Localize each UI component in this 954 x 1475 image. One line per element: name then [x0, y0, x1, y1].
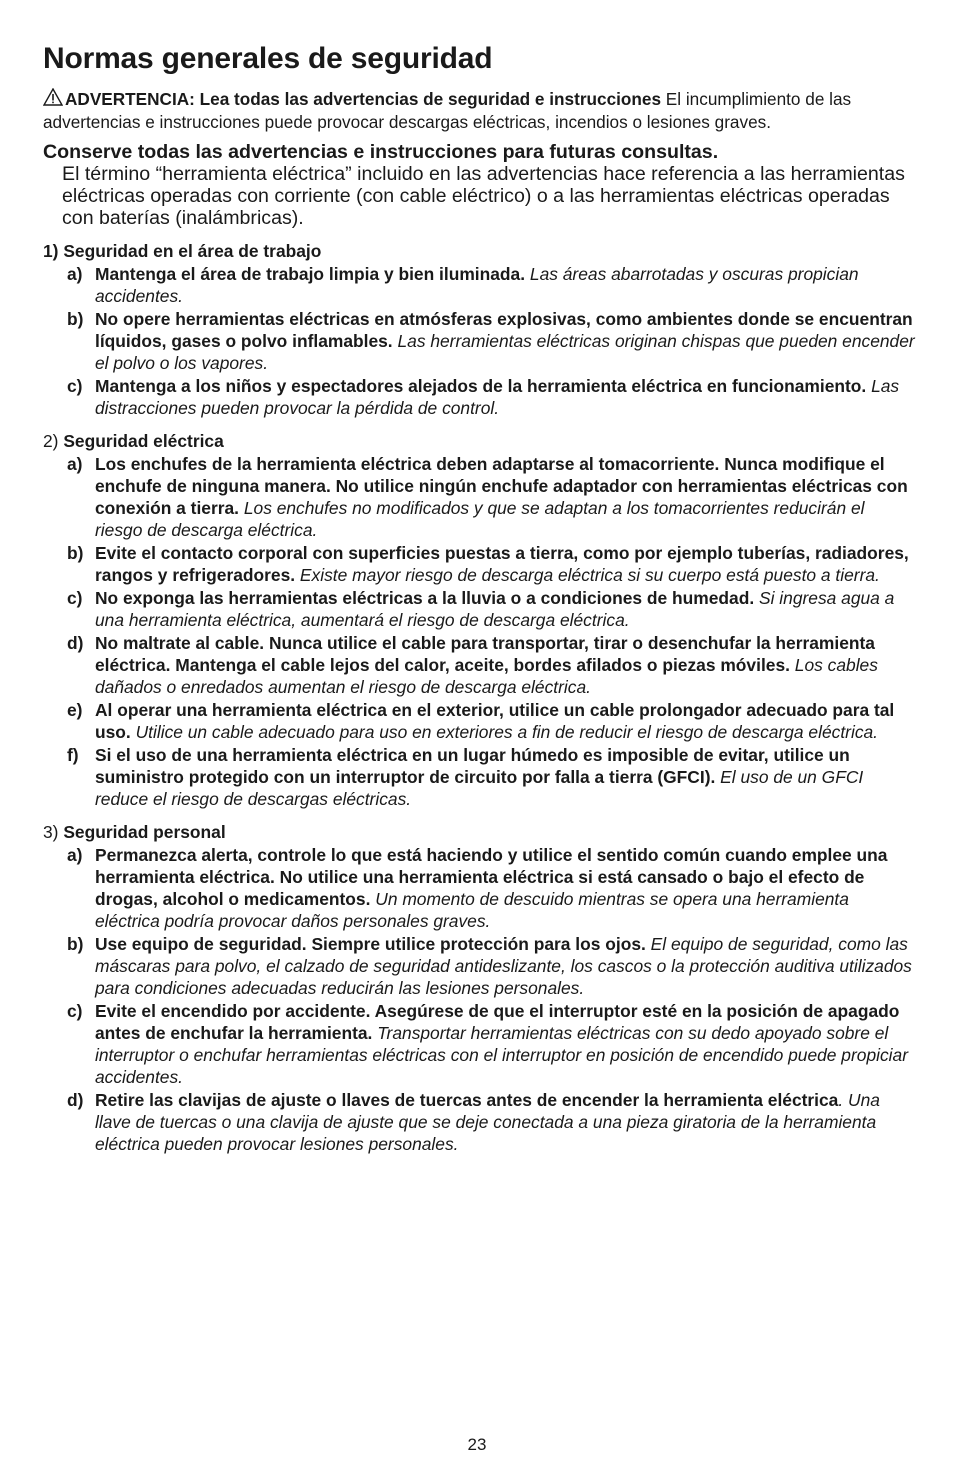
section-heading: [43, 430, 915, 452]
list-item: [43, 744, 915, 810]
section-heading: [43, 240, 915, 262]
list-item: [43, 587, 915, 631]
list-item: [43, 933, 915, 999]
item-label: b): [67, 934, 84, 954]
item-label: a): [67, 264, 83, 284]
item-italic-text: El equipo de seguridad, como las máscaras para polvo, el calzado de seguridad antideslizante, los cascos o la protección auditiva utilizados para condiciones adecuadas reducirán las lesiones personales.: [95, 934, 912, 998]
section-number: 3): [43, 822, 59, 842]
list-item: [43, 453, 915, 541]
section-title: Seguridad personal: [63, 822, 226, 842]
item-italic-text: Transportar herramientas eléctricas con su dedo apoyado sobre el interruptor o enchufar herramientas eléctricas con el interruptor en posición de encendido puede propiciar accidentes.: [95, 1023, 909, 1087]
item-bold-text: No exponga las herramientas eléctricas a la lluvia o a condiciones de humedad.: [95, 588, 755, 608]
item-label: b): [67, 309, 84, 329]
list-item: [43, 375, 915, 419]
section-title: Seguridad eléctrica: [63, 431, 224, 451]
item-bold-text: Use equipo de seguridad. Siempre utilice protección para los ojos.: [95, 934, 646, 954]
item-bold-text: Los enchufes de la herramienta eléctrica deben adaptarse al tomacorriente. Nunca modifique el enchufe de ninguna manera. No utilice ningún enchufe adaptador con herramientas eléctricas con conexión a tierra.: [95, 454, 908, 518]
section-heading: [43, 821, 915, 843]
conserve-paragraph: [43, 141, 915, 229]
section-number: 1): [43, 241, 59, 261]
item-italic-text: Existe mayor riesgo de descarga eléctrica si su cuerpo está puesto a tierra.: [295, 565, 880, 585]
item-italic-text: Los enchufes no modificados y que se adaptan a los tomacorrientes reducirán el riesgo de descarga eléctrica.: [95, 498, 865, 540]
item-label: c): [67, 588, 83, 608]
item-bold-text: Permanezca alerta, controle lo que está haciendo y utilice el sentido común cuando emplee una herramienta eléctrica. No utilice una herramienta eléctrica si está cansado o bajo el efecto de drogas, alcohol o medicamentos.: [95, 845, 888, 909]
item-label: a): [67, 454, 83, 474]
item-bold-text: No opere herramientas eléctricas en atmósferas explosivas, como ambientes donde se encuentran líquidos, gases o polvo inflamables.: [95, 309, 913, 351]
item-bold-text: Si el uso de una herramienta eléctrica en un lugar húmedo es imposible de evitar, utilice un suministro protegido con un interruptor de circuito por falla a tierra (GFCI).: [95, 745, 850, 787]
item-bold-text: Evite el contacto corporal con superficies puestas a tierra, como por ejemplo tuberías, radiadores, rangos y refrigeradores.: [95, 543, 909, 585]
item-bold-text: Evite el encendido por accidente. Asegúrese de que el interruptor esté en la posición de apagado antes de enchufar la herramienta.: [95, 1001, 900, 1043]
list-item: [43, 1089, 915, 1155]
page-number: 23: [467, 1435, 487, 1454]
item-italic-text: Las distracciones pueden provocar la pérdida de control.: [95, 376, 900, 418]
section-2: [43, 430, 915, 810]
conserve-text: El término “herramienta eléctrica” incluido en las advertencias hace referencia a las herramientas eléctricas operadas con corriente (con cable eléctrico) o a las herramientas eléctricas operadas con baterías (inalámbricas).: [62, 163, 905, 229]
sections: [43, 240, 915, 1155]
item-italic-text: Utilice un cable adecuado para uso en exteriores a fin de reducir el riesgo de descarga eléctrica.: [130, 722, 879, 742]
item-italic-text: Las áreas abarrotadas y oscuras propician accidentes.: [95, 264, 859, 306]
list-item: [43, 542, 915, 586]
item-bold-text: Al operar una herramienta eléctrica en el exterior, utilice un cable prolongador adecuado para tal uso.: [95, 700, 895, 742]
warning-paragraph: [43, 88, 915, 134]
item-italic-text: Las herramientas eléctricas originan chispas que pueden encender el polvo o los vapores.: [95, 331, 915, 373]
section-1: [43, 240, 915, 419]
item-italic-text: Un momento de descuido mientras se opera una herramienta eléctrica podría provocar daños personales graves.: [95, 889, 849, 931]
item-italic-text: Los cables dañados o enredados aumentan el riesgo de descarga eléctrica.: [95, 655, 878, 697]
section-title: Seguridad en el área de trabajo: [63, 241, 322, 261]
item-label: d): [67, 1090, 84, 1110]
item-bold-text: Mantenga el área de trabajo limpia y bien iluminada.: [95, 264, 526, 284]
page-title: Normas generales de seguridad: [43, 42, 493, 75]
item-bold-text: Mantenga a los niños y espectadores alejados de la herramienta eléctrica en funcionamiento.: [95, 376, 867, 396]
list-item: [43, 263, 915, 307]
item-bold-text: Retire las clavijas de ajuste o llaves de tuercas antes de encender la herramienta eléctrica: [95, 1090, 839, 1110]
warning-text: El incumplimiento de las advertencias e instrucciones puede provocar descargas eléctricas, incendios o lesiones graves.: [43, 89, 852, 132]
list-item: [43, 308, 915, 374]
item-label: e): [67, 700, 83, 720]
item-bold-text: No maltrate al cable. Nunca utilice el cable para transportar, tirar o desenchufar la herramienta eléctrica. Mantenga el cable lejos del calor, aceite, bordes afilados o piezas móviles.: [95, 633, 875, 675]
item-label: a): [67, 845, 83, 865]
item-label: b): [67, 543, 84, 563]
list-item: [43, 844, 915, 932]
list-item: [43, 699, 915, 743]
section-number: 2): [43, 431, 59, 451]
warning-triangle-icon: [43, 88, 63, 106]
item-italic-text: Si ingresa agua a una herramienta eléctrica, aumentará el riesgo de descarga eléctrica.: [95, 588, 895, 630]
conserve-bold: Conserve todas las advertencias e instrucciones para futuras consultas.: [43, 141, 719, 163]
section-3: [43, 821, 915, 1155]
warning-bold: ADVERTENCIA: Lea todas las advertencias de seguridad e instrucciones: [65, 89, 662, 109]
item-label: c): [67, 1001, 83, 1021]
list-item: [43, 632, 915, 698]
item-label: d): [67, 633, 84, 653]
page-content: [43, 40, 915, 1155]
item-italic-text: El uso de un GFCI reduce el riesgo de descargas eléctricas.: [95, 767, 864, 809]
item-italic-text: . Una llave de tuercas o una clavija de ajuste que se deje conectada a una pieza giratoria de la herramienta eléctrica pueden provocar lesiones personales.: [95, 1090, 880, 1154]
list-item: [43, 1000, 915, 1088]
item-label: c): [67, 376, 83, 396]
item-label: f): [67, 745, 79, 765]
